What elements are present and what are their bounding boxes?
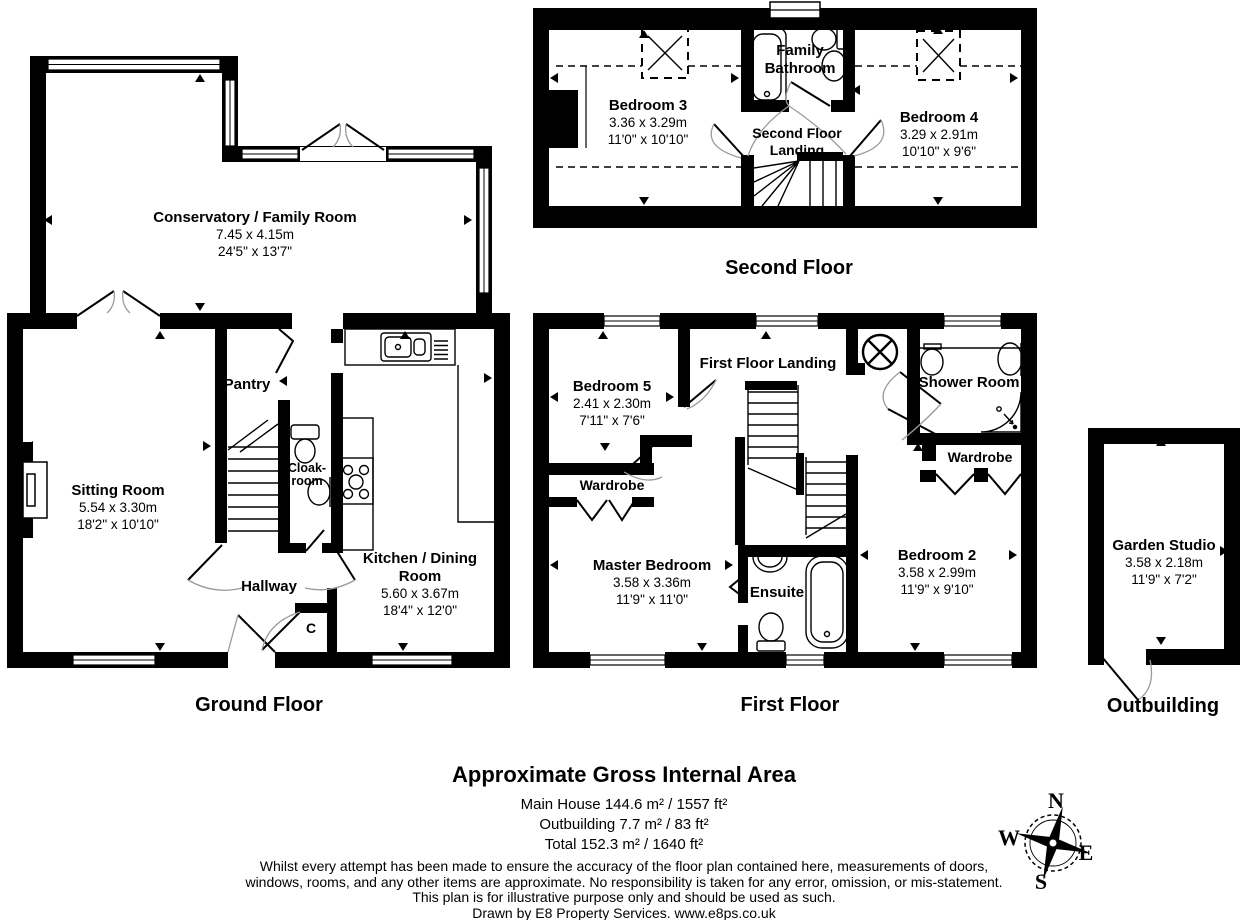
room-name: Kitchen / Dining Room [362, 550, 478, 585]
room-name: Bedroom 5 [572, 378, 652, 395]
room-name: Bedroom 3 [608, 97, 688, 114]
room-label-sitting-room [38, 482, 198, 533]
light-symbol [863, 335, 897, 369]
room-label-garden-studio [1094, 537, 1234, 588]
gross-internal-area-title: Approximate Gross Internal Area [452, 762, 796, 787]
room-size-metric: 7.45 x 4.15m [215, 227, 295, 242]
disclaimer-line-2: windows, rooms, and any other items are approximate. No responsibility is taken for any error, omission, or mis-statement. [245, 873, 1003, 890]
footer-area-summary [0, 762, 1248, 920]
room-name: Sitting Room [71, 482, 165, 499]
room-name: Shower Room [918, 374, 1020, 391]
room-name: Master Bedroom [592, 557, 712, 574]
room-label-kitchen [350, 550, 490, 619]
room-label-bedroom3 [568, 97, 728, 148]
room-size-metric: 3.58 x 2.18m [1124, 555, 1204, 570]
room-size-imperial: 11'0" x 10'10" [607, 131, 689, 147]
room-label-cupboard [302, 620, 320, 637]
room-name: Wardrobe [947, 449, 1013, 465]
ground-floor-stairs [228, 420, 278, 531]
compass-north-label: N [1048, 788, 1064, 813]
room-size-imperial: 11'9" x 11'0" [615, 591, 689, 607]
room-size-imperial: 18'2" x 10'10" [77, 516, 159, 532]
total-area: Total 152.3 m² / 1640 ft² [544, 835, 704, 853]
room-name: First Floor Landing [699, 355, 837, 372]
room-label-bedroom2 [867, 547, 1007, 598]
room-label-cloakroom [280, 462, 334, 488]
room-size-metric: 3.58 x 2.99m [897, 565, 977, 580]
room-name: Wardrobe [579, 477, 645, 493]
room-label-second-floor-landing [729, 125, 865, 159]
room-label-conservatory [145, 209, 365, 260]
disclaimer-line-4: Drawn by E8 Property Services. www.e8ps.co.uk [472, 904, 776, 920]
room-label-wardrobe-right [930, 449, 1030, 466]
room-name: Ensuite [749, 584, 805, 601]
room-label-ensuite [737, 584, 817, 602]
room-size-metric: 5.54 x 3.30m [78, 500, 158, 515]
room-size-metric: 2.41 x 2.30m [572, 396, 652, 411]
room-name: Garden Studio [1112, 537, 1216, 554]
disclaimer-line-3: This plan is for illustrative purpose only and should be used as such. [412, 889, 836, 906]
room-size-imperial: 11'9" x 7'2" [1131, 571, 1197, 587]
room-label-wardrobe-left [562, 477, 662, 494]
room-size-metric: 3.36 x 3.29m [608, 115, 688, 130]
first-floor-title: First Floor [740, 694, 840, 716]
kitchen-fixtures [337, 329, 494, 550]
compass-west-label: W [998, 825, 1020, 850]
room-label-first-floor-landing [688, 355, 848, 373]
room-label-master-bedroom [572, 557, 732, 608]
ground-floor-title: Ground Floor [195, 694, 323, 716]
room-name: Conservatory / Family Room [153, 209, 357, 226]
room-label-bedroom5 [542, 378, 682, 429]
room-size-imperial: 11'9" x 9'10" [900, 581, 974, 597]
room-size-metric: 5.60 x 3.67m [380, 586, 460, 601]
room-name: C [305, 620, 317, 636]
outbuilding-door [1102, 657, 1152, 700]
room-name: Hallway [241, 578, 297, 595]
disclaimer-line-1: Whilst every attempt has been made to ensure the accuracy of the floor plan contained here, measurements of doors, [259, 858, 989, 875]
room-label-bedroom4 [859, 109, 1019, 160]
room-name: Second Floor Landing [752, 125, 842, 158]
compass-south-label: S [1034, 869, 1048, 894]
room-label-hallway [209, 578, 329, 596]
room-size-imperial: 7'11" x 7'6" [579, 412, 645, 428]
room-name: Pantry [223, 376, 271, 393]
room-name: Cloak-room [287, 461, 327, 489]
compass-east-label: E [1078, 840, 1094, 865]
room-size-imperial: 10'10" x 9'6" [901, 143, 977, 159]
room-label-shower-room [905, 374, 1033, 392]
main-house-area: Main House 144.6 m² / 1557 ft² [520, 796, 728, 813]
room-size-imperial: 24'5" x 13'7" [217, 243, 293, 259]
second-floor-stairs [754, 161, 836, 206]
room-label-family-bathroom [750, 42, 850, 78]
room-size-imperial: 18'4" x 12'0" [382, 602, 458, 618]
room-name: Bedroom 4 [899, 109, 979, 126]
outbuilding-title: Outbuilding [1106, 695, 1220, 717]
ensuite-fixtures [753, 556, 848, 651]
room-name: Bedroom 2 [897, 547, 977, 564]
room-label-pantry [207, 376, 287, 394]
room-size-metric: 3.29 x 2.91m [899, 127, 979, 142]
room-size-metric: 3.58 x 3.36m [612, 575, 692, 590]
second-floor-title: Second Floor [725, 257, 853, 279]
room-name: Family Bathroom [764, 42, 836, 77]
outbuilding-area: Outbuilding 7.7 m² / 83 ft² [539, 815, 709, 833]
